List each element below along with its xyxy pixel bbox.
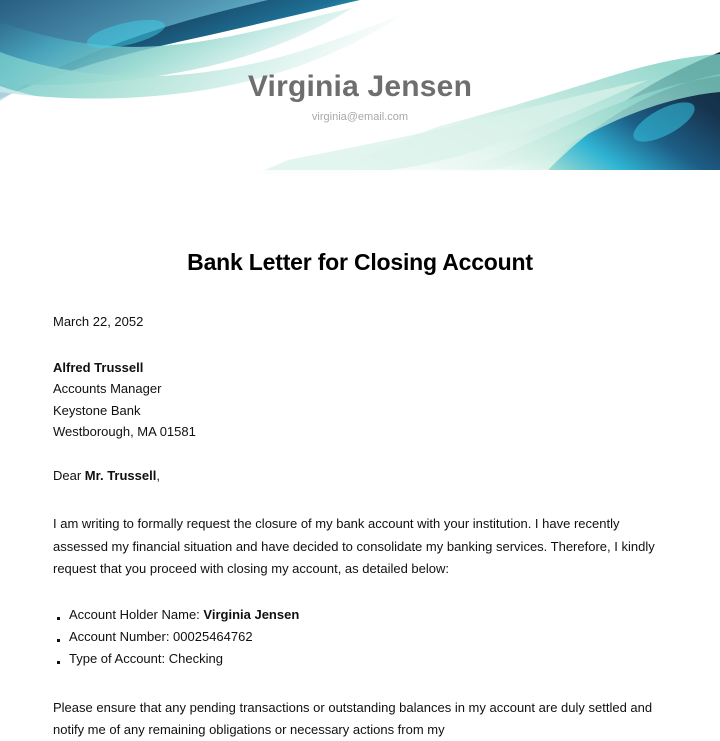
recipient-address: Westborough, MA 01581 — [53, 423, 196, 439]
salutation-suffix: , — [156, 467, 160, 483]
account-detail-value: Virginia Jensen — [203, 606, 300, 622]
header-wave-graphic — [0, 0, 720, 175]
opening-paragraph: I am writing to formally request the closure of my bank account with your institution. I have recently assessed my financial situation and have decided to consolidate my banking services. Therefore, I kindly request that you proceed with closing my account, as detailed below: — [53, 516, 655, 577]
account-detail-item — [53, 604, 667, 626]
letter-body — [0, 249, 720, 741]
closing-paragraph: Please ensure that any pending transactions or outstanding balances in my account are duly settled and notify me of any remaining obligations or necessary actions from my — [53, 699, 653, 737]
account-detail-item — [53, 626, 667, 648]
sender-name: Virginia Jensen — [247, 70, 473, 103]
recipient-address-block — [53, 357, 667, 441]
letter-title: Bank Letter for Closing Account — [187, 249, 533, 275]
salutation-recipient-name: Mr. Trussell — [84, 467, 157, 483]
recipient-job-title: Accounts Manager — [53, 381, 162, 397]
recipient-company: Keystone Bank — [53, 402, 141, 418]
letter-date: March 22, 2052 — [53, 313, 144, 329]
account-details-list — [53, 604, 667, 671]
sender-email: virginia@email.com — [311, 111, 409, 123]
account-detail-label: Type of Account: — [69, 651, 169, 667]
salutation — [53, 467, 667, 486]
account-detail-value: 00025464762 — [173, 628, 253, 644]
account-detail-label: Account Holder Name: — [69, 606, 204, 622]
account-detail-item — [53, 648, 667, 670]
recipient-name: Alfred Trussell — [53, 360, 144, 376]
account-detail-label: Account Number: — [69, 628, 174, 644]
document-header-banner — [0, 0, 720, 175]
salutation-prefix: Dear — [53, 467, 85, 483]
account-detail-value: Checking — [168, 651, 223, 667]
